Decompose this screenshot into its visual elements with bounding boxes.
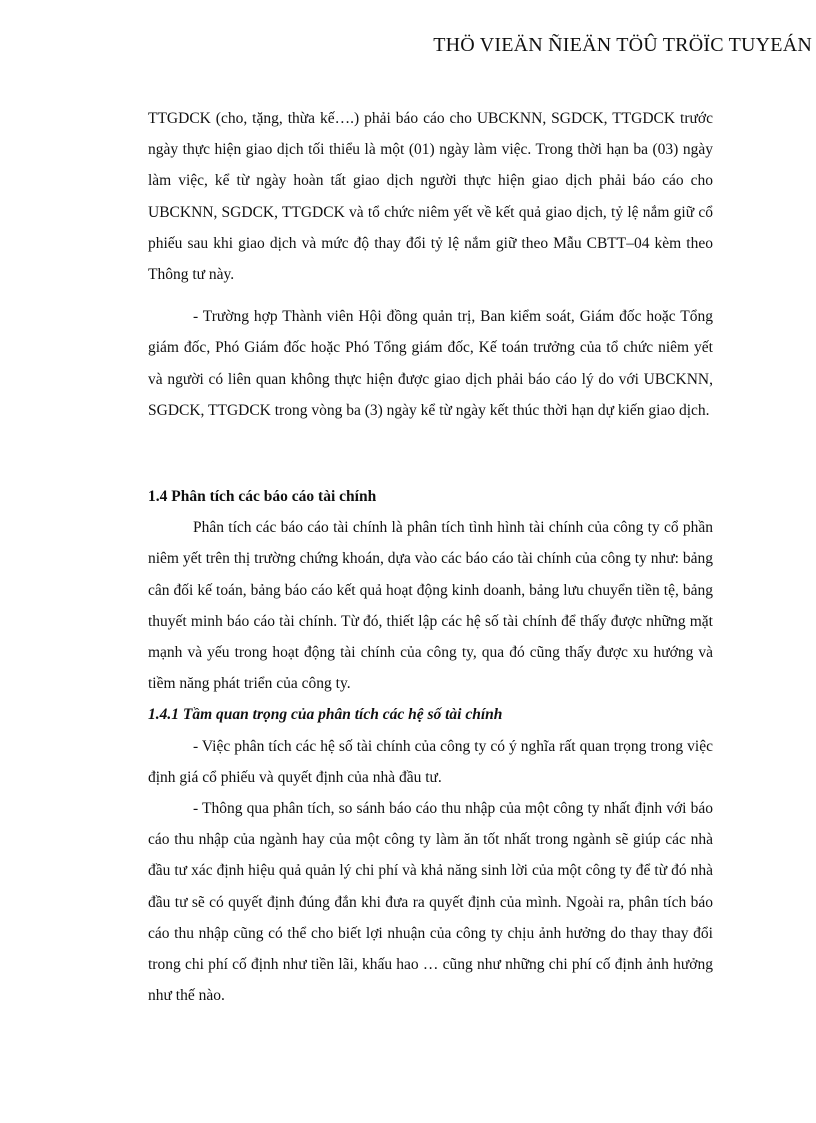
paragraph-financial-analysis: Phân tích các báo cáo tài chính là phân tích tình hình tài chính của công ty cổ phần niêm yết trên thị trường chứng khoán, dựa vào các báo cáo tài chính của công ty như: bảng cân đối kế toán, bảng báo cáo kết quả hoạt động kinh doanh, bảng lưu chuyển tiền tệ, bảng thuyết minh báo cáo tài chính. Từ đó, thiết lập các hệ số tài chính để thấy được những mặt mạnh và yếu trong hoạt động tài chính của công ty, qua đó cũng thấy được xu hướng và tiềm năng phát triển của công ty.	[148, 519, 713, 693]
page-header-title: THÖ VIEÄN ÑIEÄN TÖÛ TRÖÏC TUYEÁN	[433, 34, 812, 56]
paragraph-importance-ratios: - Việc phân tích các hệ số tài chính của công ty có ý nghĩa rất quan trọng trong việc định giá cổ phiếu và quyết định của nhà đầu tư.	[148, 737, 713, 786]
paragraph-failed-transaction: - Trường hợp Thành viên Hội đồng quản trị, Ban kiểm soát, Giám đốc hoặc Tổng giám đốc, Phó Giám đốc hoặc Phó Tổng giám đốc, Kế toán trưởng của tổ chức niêm yết và người có liên quan không thực hiện được giao dịch phải báo cáo lý do với UBCKNN, SGDCK, TTGDCK trong vòng ba (3) ngày kể từ ngày kết thúc thời hạn dự kiến giao dịch.	[148, 308, 713, 419]
paragraph-income-statement-comparison: - Thông qua phân tích, so sánh báo cáo thu nhập của một công ty nhất định với báo cáo thu nhập của ngành hay của một công ty làm ăn tốt nhất trong ngành sẽ giúp các nhà đầu tư xác định hiệu quả quản lý chi phí và khả năng sinh lời của một công ty để từ đó nhà đầu tư sẽ có quyết định đúng đắn khi đưa ra quyết định của mình. Ngoài ra, phân tích báo cáo thu nhập cũng có thể cho biết lợi nhuận của công ty chịu ảnh hưởng do thay thay đổi trong chi phí cố định như tiền lãi, khấu hao … cũng như những chi phí cố định ảnh hưởng như thế nào.	[148, 800, 713, 1005]
section-heading-1-4: 1.4 Phân tích các báo cáo tài chính	[148, 488, 377, 506]
paragraph-reporting-deadline: TTGDCK (cho, tặng, thừa kế….) phải báo cáo cho UBCKNN, SGDCK, TTGDCK trước ngày thực hiện giao dịch tối thiểu là một (01) ngày làm việc. Trong thời hạn ba (03) ngày làm việc, kể từ ngày hoàn tất giao dịch người thực hiện giao dịch phải báo cáo cho UBCKNN, SGDCK, TTGDCK và tổ chức niêm yết về kết quả giao dịch, tỷ lệ nắm giữ cổ phiếu sau khi giao dịch và mức độ thay đổi tỷ lệ nắm giữ theo Mẫu CBTT–04 kèm theo Thông tư này.	[148, 110, 713, 284]
subsection-heading-1-4-1: 1.4.1 Tầm quan trọng của phân tích các hệ số tài chính	[148, 706, 503, 724]
document-body	[148, 103, 713, 1011]
